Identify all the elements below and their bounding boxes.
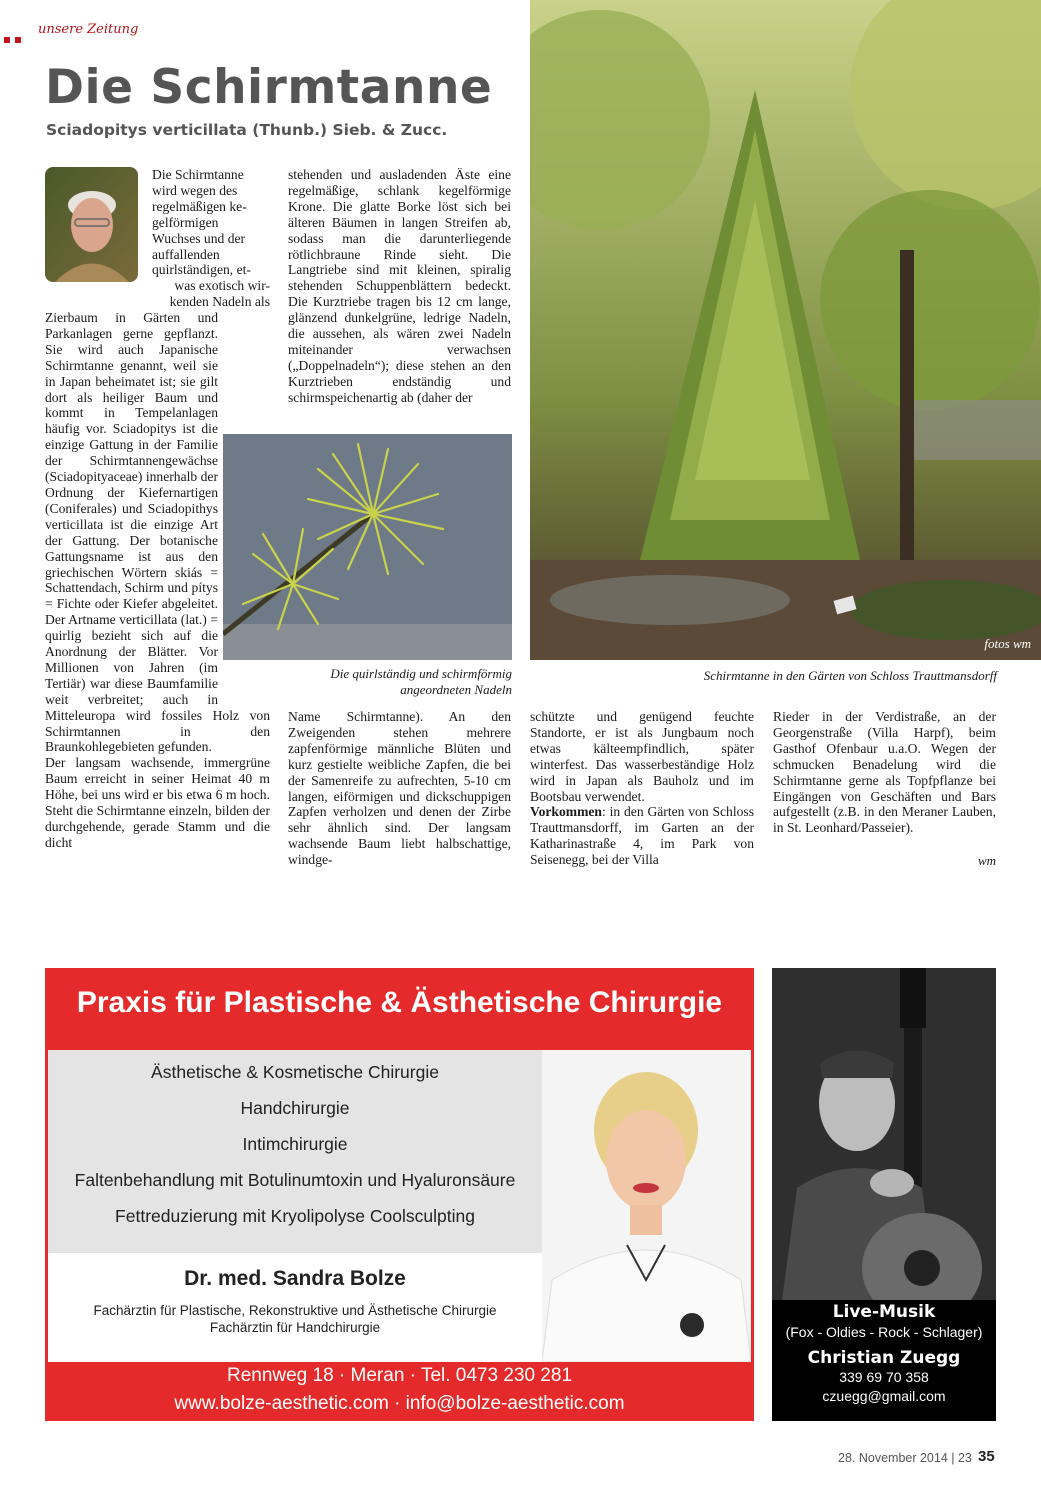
music-phone: 339 69 70 358 bbox=[839, 1369, 929, 1385]
article-col2-bottom: Name Schirmtanne). An den Zweigenden stehen mehrere zapfenförmige männliche Blüten und kurz gestielte weibliche Zapfen, die bei der Samenreife zu aufrechten, 5-10 cm langen, eiförmigen und dickschuppigen Zapfen verholzen und denen der Zirbe sehr ähnlich sind. Der langsam wachsende Baum liebt halbschattige, windge- bbox=[288, 709, 511, 868]
needles-photo bbox=[223, 434, 512, 660]
col3-paragraph-2 bbox=[530, 804, 754, 868]
ad-specialty-1: Fachärztin für Plastische, Rekonstruktive und Ästhetische Chirurgie bbox=[93, 1303, 497, 1318]
col1-paragraph: Zierbaum in Gärten und Parkanlagen gerne gepflanzt. Sie wird auch Japanische Schirmtanne genannt, weil sie in Japan beheimatet ist; sie gilt dort als heiliger Baum und kommt in Tempelanlagen häufig vor. Sciadopitys ist die einzige Gattung in der Familie der Schirmtannengewächse (Sciadopityaceae) innerhalb der Ordnung der Kiefernartigen (Coniferales) und Sciadopithys verticillata ist die einzige Art der Gattung. Der botanische Gattungsname ist aus den griechischen Wörtern skiás = Schattendach, Schirm und pítys = Fichte oder Kiefer abgeleitet. Der Artname verticillata (lat.) = quirlig bezieht sich auf die Anordnung der Blätter. Vor Millionen von Jahren (im Tertiär) war diese Baumfamilie weit verbreitet; auch in Mitteleuropa wird fossiles Holz von Schirmtannen in den Braunkohlegebieten gefunden. bbox=[45, 310, 270, 755]
col1-line: Wuchses und der bbox=[152, 230, 246, 246]
small-photo-caption bbox=[223, 666, 512, 697]
col1-line: regelmäßigen ke- bbox=[152, 198, 247, 214]
ad-contact bbox=[45, 1362, 754, 1418]
music-ad bbox=[772, 968, 996, 1421]
issue-date: 28. November 2014 | 23 bbox=[838, 1451, 972, 1465]
col1-paragraph-2: Der langsam wachsende, immergrüne Baum erreicht in seiner Heimat 40 m Höhe, bei uns wird er bis etwa 6 m hoch. Steht die Schirmtanne einzeln, bilden der durchgehende, gerade Stamm und die dicht bbox=[45, 755, 270, 850]
music-genres: (Fox - Oldies - Rock - Schlager) bbox=[785, 1324, 983, 1340]
article-col2-top: stehenden und ausladenden Äste eine regelmäßige, schlank kegelförmige Krone. Die glatte Borke löst sich bei älteren Bäumen in langen Streifen ab, sodass man die darunterliegende rötlichbraune Rinde sieht. Die Langtriebe sind mit kleinen, spiralig stehenden Schuppenblättern bedeckt. Die Kurztriebe tragen bis 12 cm lange, glänzend dunkelgrüne, ledrige Nadeln, die aussehen, als wären zwei Nadeln miteinander verwachsen („Doppelnadeln“); diese stehen an den Kurztrieben endständig und schirmspeichenartig ab (daher der bbox=[288, 167, 511, 405]
doctor-photo bbox=[542, 1050, 751, 1362]
col1-line: wird wegen des bbox=[152, 182, 238, 198]
ad-web[interactable]: www.bolze-aesthetic.com · info@bolze-aesthetic.com bbox=[174, 1393, 625, 1414]
vorkommen-text: : in den Gärten von Schloss Trauttmansdorff, im Garten an der Katharinastraße 4, im Park von Seisenegg, bei der Villa bbox=[530, 804, 754, 868]
author-portrait bbox=[45, 167, 138, 282]
music-info bbox=[772, 1300, 996, 1421]
article-col1-wrap bbox=[140, 167, 270, 310]
ad-services bbox=[48, 1050, 542, 1253]
ad-doctor-name: Dr. med. Sandra Bolze bbox=[184, 1267, 406, 1290]
ad-specialty-2: Fachärztin für Handchirurgie bbox=[209, 1320, 381, 1335]
article-col3 bbox=[530, 709, 754, 868]
ad-service: Handchirurgie bbox=[240, 1098, 350, 1118]
large-photo-caption: Schirmtanne in den Gärten von Schloss Trauttmansdorff bbox=[703, 668, 997, 683]
ad-doctor-block bbox=[48, 1253, 542, 1362]
article-subtitle: Sciadopitys verticillata (Thunb.) Sieb. & Zucc. bbox=[46, 121, 448, 139]
col1-line: was exotisch wir- bbox=[174, 278, 270, 294]
music-title: Live-Musik bbox=[832, 1302, 936, 1322]
surgery-ad bbox=[45, 968, 754, 1421]
music-artist: Christian Zuegg bbox=[807, 1348, 961, 1368]
page-number: 35 bbox=[978, 1448, 995, 1465]
col1-line: quirlständigen, et- bbox=[152, 262, 251, 278]
author-signature: wm bbox=[977, 853, 996, 868]
musician-photo bbox=[772, 968, 996, 1300]
tree-photo bbox=[530, 0, 1041, 660]
photo-credit: fotos wm bbox=[984, 636, 1031, 651]
col3-paragraph: schützte und genügend feuchte Standorte, er ist als Jungbaum noch etwas kälteempfindlich, später winterfest. Das wasserbeständige Holz wird in Japan als Bauholz und im Bootsbau verwendet. bbox=[530, 709, 754, 804]
article-col4: Rieder in der Verdistraße, an der Georgenstraße (Villa Harpf), beim Gasthof Ofenbaur u.a.O. Wegen der schmucken Benadelung wird die Schirmtanne gerne als Topfpflanze bei Eingängen von Geschäften und Bars aufgestellt (z.B. in den Meraner Lauben, in St. Leonhard/Passeier). bbox=[773, 709, 996, 836]
caption-line: angeordneten Nadeln bbox=[400, 681, 512, 697]
music-email[interactable]: czuegg@gmail.com bbox=[822, 1388, 946, 1404]
col1-line: kenden Nadeln als bbox=[169, 294, 270, 310]
ad-address: Rennweg 18 · Meran · Tel. 0473 230 281 bbox=[226, 1365, 573, 1386]
vorkommen-label: Vorkommen bbox=[530, 804, 602, 820]
col1-line: auffallenden bbox=[152, 246, 220, 262]
ad-service: Fettreduzierung mit Kryolipolyse Coolsculpting bbox=[115, 1206, 475, 1226]
caption-line: Die quirlständig und schirmförmig bbox=[330, 666, 512, 681]
ad-title: Praxis für Plastische & Ästhetische Chirurgie bbox=[76, 986, 723, 1019]
ad-service: Intimchirurgie bbox=[242, 1134, 348, 1154]
article-title: Die Schirmtanne bbox=[45, 60, 493, 115]
ad-service: Faltenbehandlung mit Botulinumtoxin und Hyaluronsäure bbox=[74, 1170, 516, 1190]
header-dots bbox=[4, 30, 26, 36]
ad-service: Ästhetische & Kosmetische Chirurgie bbox=[151, 1062, 439, 1082]
col1-line: Die Schirmtanne bbox=[152, 167, 244, 182]
brand-logo: unsere Zeitung bbox=[38, 22, 139, 37]
col1-line: gelförmigen bbox=[152, 214, 219, 230]
